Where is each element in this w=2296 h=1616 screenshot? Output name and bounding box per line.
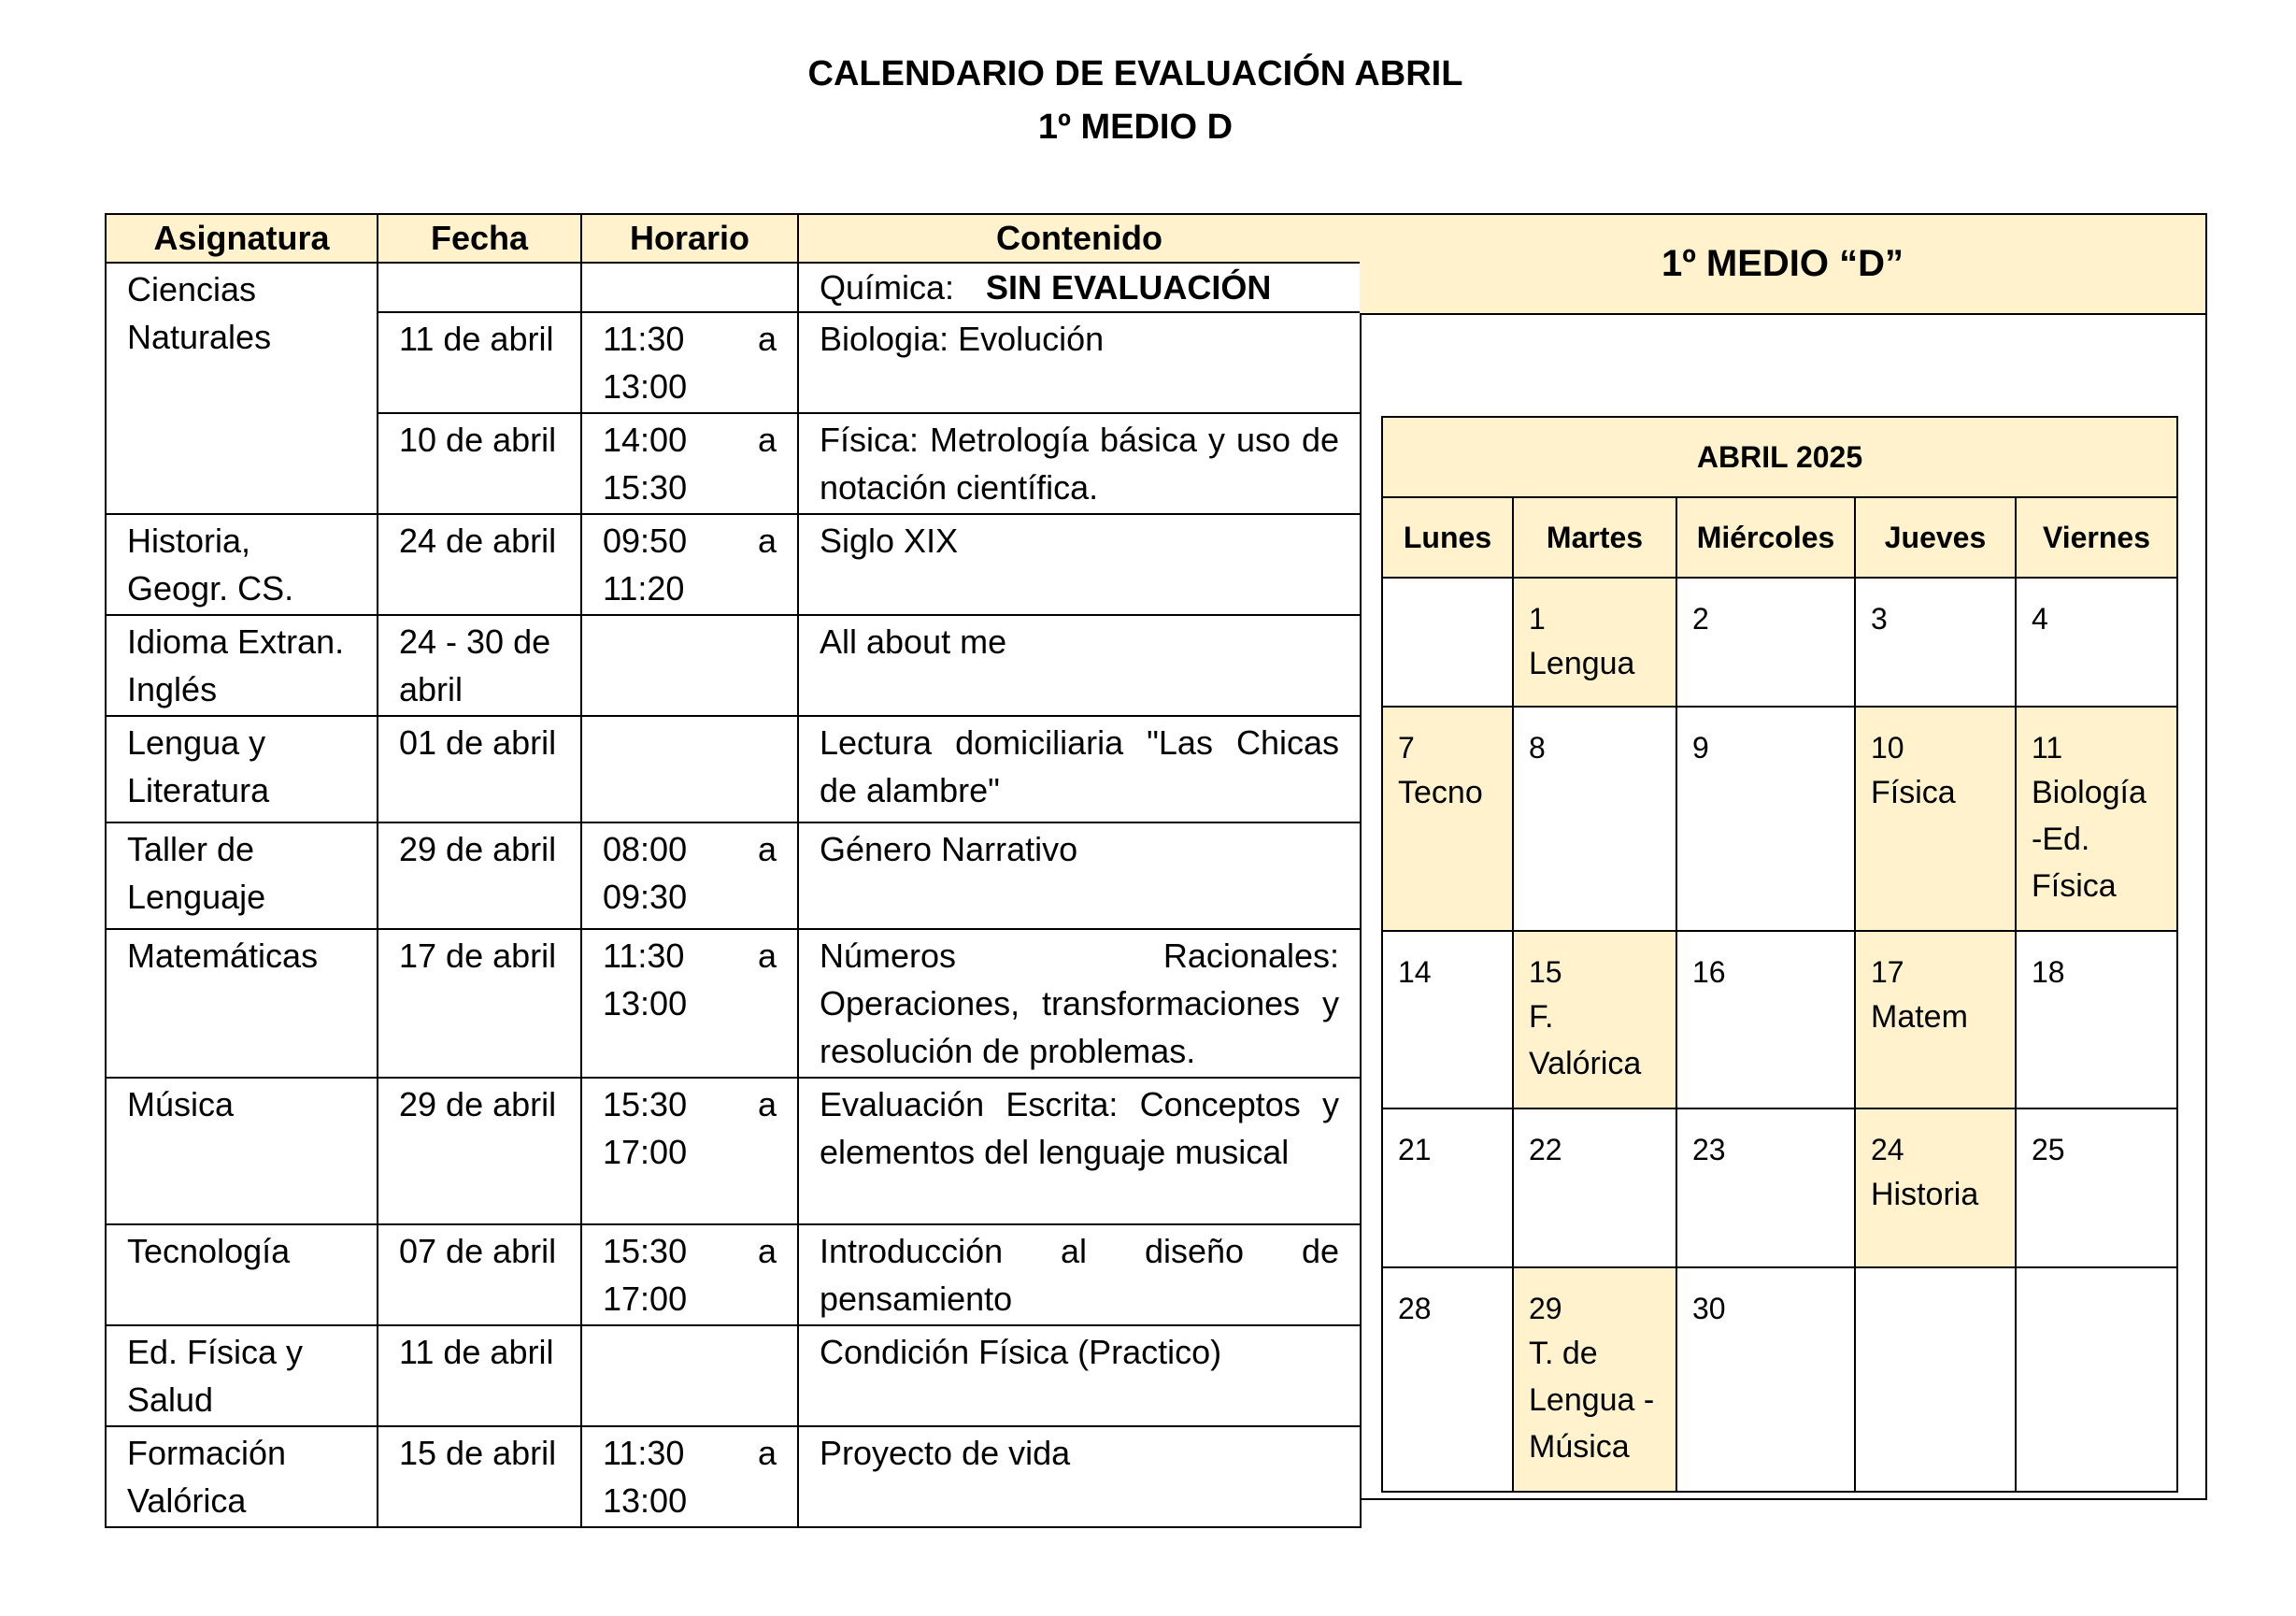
cell-contenido: Proyecto de vida [798,1426,1361,1527]
day-number: 23 [1692,1133,1726,1166]
day-number: 10 [1871,731,1904,765]
cell-asignatura: Matemáticas [106,929,378,1078]
weekday-martes: Martes [1513,497,1676,578]
calendar-day-cell [1855,1108,2016,1267]
cell-horario: 11:30 a 13:00 [581,312,798,413]
day-number: 17 [1871,955,1904,989]
document-subtitle: 1º MEDIO D [1037,107,1234,147]
calendar-day-cell [1513,931,1676,1108]
cell-fecha: 11 de abril [378,1325,581,1426]
day-evaluation: T. de Lengua -Música [1529,1336,1655,1465]
day-number: 22 [1529,1133,1562,1166]
day-number: 30 [1692,1292,1726,1325]
table-row [106,1224,1361,1325]
day-evaluation: F. Valórica [1529,999,1642,1081]
cell-horario [581,1325,798,1426]
calendar-weekday-row [1382,497,2177,578]
cell-fecha: 07 de abril [378,1224,581,1325]
cell-horario: 14:00 a 15:30 [581,413,798,514]
calendar-day-cell [1855,707,2016,931]
day-number: 16 [1692,955,1726,989]
day-evaluation: Tecno [1398,775,1483,810]
calendar-day-cell [1382,1108,1513,1267]
table-row [106,929,1361,1078]
quimica-status: SIN EVALUACIÓN [986,268,1272,307]
table-row [106,1426,1361,1527]
calendar-day-cell [1382,707,1513,931]
calendar-day-cell [1382,931,1513,1108]
cell-contenido: Introducción al diseño de pensamiento [798,1224,1361,1325]
cell-horario [581,716,798,822]
day-number: 28 [1398,1292,1432,1325]
day-number: 3 [1871,602,1888,636]
april-calendar [1381,416,2178,1493]
calendar-day-cell [1676,931,1855,1108]
header-contenido: Contenido [798,214,1361,263]
day-number: 29 [1529,1292,1562,1325]
day-number: 4 [2032,602,2048,636]
header-horario: Horario [581,214,798,263]
cell-fecha: 24 - 30 de abril [378,615,581,716]
calendar-day-cell [1382,578,1513,707]
table-header-row [106,214,1361,263]
day-number: 2 [1692,602,1709,636]
cell-horario: 15:30 a 17:00 [581,1078,798,1224]
calendar-day-cell [2016,1108,2177,1267]
day-number: 25 [2032,1133,2065,1166]
cell-asignatura: Tecnología [106,1224,378,1325]
day-number: 24 [1871,1133,1904,1166]
cell-horario [581,615,798,716]
cell-horario: 11:30 a 13:00 [581,929,798,1078]
course-header: 1º MEDIO “D” [1360,215,2205,315]
calendar-day-cell [1676,1267,1855,1492]
calendar-month-row [1382,417,2177,497]
cell-contenido: Evaluación Escrita: Conceptos y elementos del lenguaje musical [798,1078,1361,1224]
cell-contenido: All about me [798,615,1361,716]
cell-fecha: 01 de abril [378,716,581,822]
calendar-day-cell [1676,1108,1855,1267]
cell-contenido: Género Narrativo [798,822,1361,929]
calendar-day-cell [2016,707,2177,931]
table-row [106,716,1361,822]
calendar-week-row [1382,578,2177,707]
cell-fecha: 11 de abril [378,312,581,413]
calendar-week-row [1382,707,2177,931]
day-number: 11 [2032,731,2063,765]
calendar-day-cell [1855,931,2016,1108]
cell-asignatura: Formación Valórica [106,1426,378,1527]
calendar-week-row [1382,1108,2177,1267]
calendar-day-cell [1513,707,1676,931]
calendar-month-title: ABRIL 2025 [1382,417,2177,497]
quimica-label: Química: [820,268,955,307]
table-row [106,822,1361,929]
table-row [106,615,1361,716]
calendar-day-cell [1855,578,2016,707]
calendar-week-row [1382,1267,2177,1492]
cell-horario: 15:30 a 17:00 [581,1224,798,1325]
table-row [106,514,1361,615]
day-number: 14 [1398,955,1432,989]
cell-fecha: 29 de abril [378,1078,581,1224]
evaluation-table [105,213,1362,1528]
weekday-viernes: Viernes [2016,497,2177,578]
cell-asignatura: Taller de Lenguaje [106,822,378,929]
day-evaluation: Lengua [1529,646,1635,681]
cell-horario: 11:30 a 13:00 [581,1426,798,1527]
cell-fecha: 15 de abril [378,1426,581,1527]
cell-contenido: Siglo XIX [798,514,1361,615]
document-title: CALENDARIO DE EVALUACIÓN ABRIL [807,54,1463,93]
day-evaluation: Matem [1871,999,1968,1035]
day-number: 9 [1692,731,1709,765]
cell-asignatura: Idioma Extran. Inglés [106,615,378,716]
cell-contenido: Condición Física (Practico) [798,1325,1361,1426]
day-number: 7 [1398,731,1415,765]
cell-horario: 09:50 a 11:20 [581,514,798,615]
cell-fecha: 10 de abril [378,413,581,514]
table-row [106,1078,1361,1224]
cell-contenido: Lectura domiciliaria "Las Chicas de alambre" [798,716,1361,822]
calendar-day-cell [2016,578,2177,707]
cell-asignatura: Ciencias Naturales [106,263,378,514]
calendar-day-cell [2016,1267,2177,1492]
cell-horario [581,263,798,312]
weekday-lunes: Lunes [1382,497,1513,578]
day-number: 18 [2032,955,2065,989]
cell-contenido: Biologia: Evolución [798,312,1361,413]
cell-asignatura: Ed. Física y Salud [106,1325,378,1426]
calendar-week-row [1382,931,2177,1108]
calendar-day-cell [1676,707,1855,931]
table-row [106,263,1361,312]
cell-contenido: Física: Metrología básica y uso de notación científica. [798,413,1361,514]
day-number: 1 [1529,602,1546,636]
weekday-jueves: Jueves [1855,497,2016,578]
calendar-day-cell [1382,1267,1513,1492]
table-row [106,1325,1361,1426]
header-asignatura: Asignatura [106,214,378,263]
day-number: 8 [1529,731,1546,765]
cell-asignatura: Música [106,1078,378,1224]
calendar-day-cell [1855,1267,2016,1492]
cell-contenido: Números Racionales: Operaciones, transformaciones y resolución de problemas. [798,929,1361,1078]
day-evaluation: Biología -Ed. Física [2032,775,2146,904]
day-number: 15 [1529,955,1562,989]
cell-fecha: 29 de abril [378,822,581,929]
header-fecha: Fecha [378,214,581,263]
cell-horario: 08:00 a 09:30 [581,822,798,929]
cell-asignatura: Historia, Geogr. CS. [106,514,378,615]
calendar-day-cell [2016,931,2177,1108]
calendar-day-cell [1513,1267,1676,1492]
weekday-miercoles: Miércoles [1676,497,1855,578]
day-number: 21 [1398,1133,1432,1166]
cell-fecha: 24 de abril [378,514,581,615]
cell-fecha [378,263,581,312]
cell-contenido [798,263,1361,312]
cell-fecha: 17 de abril [378,929,581,1078]
cell-asignatura: Lengua y Literatura [106,716,378,822]
day-evaluation: Historia [1871,1177,1979,1212]
calendar-day-cell [1513,1108,1676,1267]
day-evaluation: Física [1871,775,1956,810]
calendar-day-cell [1513,578,1676,707]
calendar-day-cell [1676,578,1855,707]
